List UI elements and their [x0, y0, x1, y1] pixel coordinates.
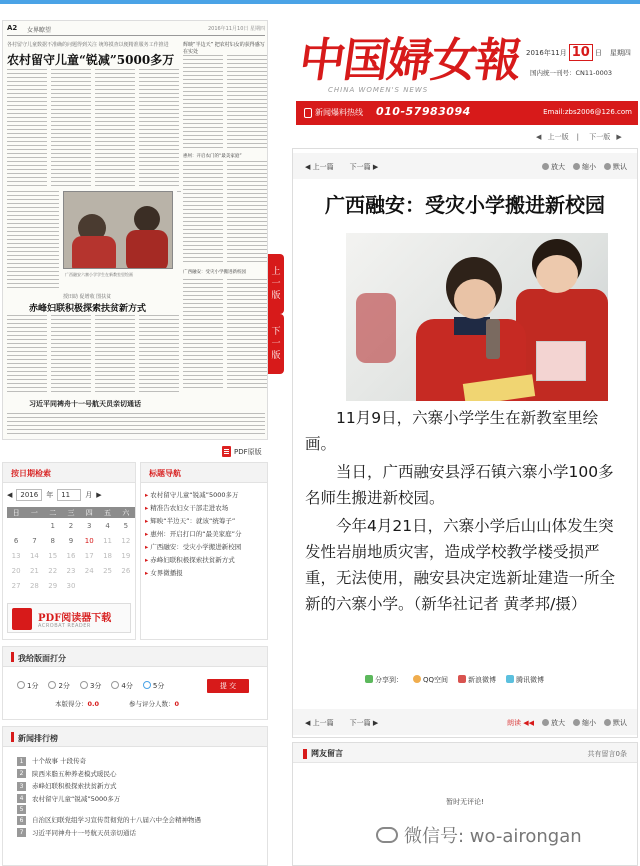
- default-size-label: 默认: [613, 163, 627, 171]
- weekday-header: 三: [62, 507, 80, 518]
- np-text-column: [183, 279, 223, 389]
- np-right-subhead[interactable]: 广西融安：受灾小学搬进新校园: [183, 270, 246, 275]
- np-text-column: [95, 315, 135, 393]
- zoom-out-label: 缩小: [582, 719, 596, 727]
- calendar-day: [25, 518, 43, 533]
- prev-page-tab[interactable]: [268, 254, 284, 314]
- news-rank-item[interactable]: [17, 805, 267, 814]
- calendar-day: [80, 578, 98, 593]
- title-nav-item[interactable]: ▸ 精准告农妇女干部走进农场: [145, 504, 229, 512]
- rank-number: 5: [17, 805, 26, 814]
- share-weibo-button[interactable]: [458, 675, 496, 685]
- hotline-bar: [296, 101, 638, 125]
- date-search-header: [3, 463, 135, 483]
- no-comment-text: 暂时无评论!: [446, 798, 484, 806]
- rating-title: 我给版面打分: [18, 654, 66, 663]
- read-aloud-label: 朗读: [507, 719, 521, 727]
- np-text-column: [7, 191, 59, 291]
- rating-option-3[interactable]: [80, 681, 101, 691]
- prev-page-label: 上一版: [547, 133, 569, 141]
- news-rank-widget: [2, 726, 268, 866]
- article-paragraph: 11月9日，六寨小学学生在新教室里绘画。: [305, 409, 599, 453]
- radio-icon: [111, 681, 119, 689]
- np-text-column: [51, 315, 91, 393]
- title-nav-title: 标题导航: [149, 469, 181, 478]
- pdf-reader-subtitle: ACROBAT READER: [38, 623, 91, 629]
- rating-score-row: [55, 699, 179, 708]
- np-text-column: [51, 69, 91, 187]
- np-text-column: [227, 55, 267, 149]
- title-nav-item[interactable]: ▸ 农村留守儿童“锐减”5000多万: [145, 491, 239, 499]
- calendar-day: 29: [48, 581, 58, 590]
- calendar-day: 15: [48, 551, 58, 560]
- default-size-icon: [604, 719, 611, 726]
- next-page-tab[interactable]: [268, 314, 284, 374]
- calendar-day: 28: [29, 581, 39, 590]
- weekday: 星期四: [609, 48, 631, 57]
- np-sub-kicker: 授田助 促增收 图扶贫: [63, 294, 112, 300]
- calendar-day: 16: [66, 551, 76, 560]
- calendar-day[interactable]: 9: [68, 536, 74, 545]
- calendar-day: 17: [84, 551, 94, 560]
- prev-article-label: 上一篇: [312, 163, 334, 171]
- calendar-day[interactable]: 4: [105, 521, 110, 530]
- news-rank-title: 新闻排行榜: [18, 734, 58, 743]
- zoom-out-icon: [573, 719, 580, 726]
- rating-option-label: 5分: [152, 682, 165, 690]
- radio-icon: [48, 681, 56, 689]
- watermark-text: 微信号: wo-airongan: [404, 826, 582, 847]
- prev-page-tab-char: 一: [271, 279, 281, 289]
- title-bar-icon: [11, 652, 14, 662]
- newspaper-page-image[interactable]: [2, 20, 268, 440]
- np-text-column: [183, 161, 223, 265]
- default-size-icon: [604, 163, 611, 170]
- page-score-label: 本版得分：: [55, 700, 88, 708]
- calendar-day: 14: [29, 551, 39, 560]
- np-section-name: 女界瞭望: [27, 27, 52, 34]
- calendar-day: 19: [121, 551, 131, 560]
- weekday-header: 六: [117, 507, 135, 518]
- share-qq-label: QQ空间: [423, 676, 449, 684]
- rating-option-2[interactable]: [48, 681, 69, 691]
- page-score: [55, 699, 99, 708]
- article-panel: [292, 148, 638, 738]
- news-rank-item[interactable]: [17, 793, 267, 806]
- tencent-weibo-icon: [506, 675, 514, 683]
- calendar-day: 23: [66, 566, 76, 575]
- rating-count-value: 0: [174, 700, 180, 708]
- np-right-headline[interactable]: 辉映“半边天” 把农村妇女的获得感写在实处: [183, 42, 265, 55]
- np-text-column: [227, 161, 267, 265]
- calendar-day[interactable]: 1: [50, 521, 55, 530]
- prev-page-tab-char: 版: [271, 291, 281, 301]
- month-unit: 月: [85, 491, 93, 499]
- default-size-button[interactable]: [604, 162, 627, 172]
- title-nav-item-label: 赤峰妇联积极探索扶贫新方式: [150, 556, 235, 564]
- title-nav-item-label: 农村留守儿童“锐减”5000多万: [150, 491, 239, 499]
- title-nav-item[interactable]: ▸ 赤峰妇联积极探索扶贫新方式: [145, 556, 235, 564]
- rating-option-1[interactable]: [17, 681, 38, 691]
- calendar-day: 11: [103, 536, 112, 545]
- pdf-reader-title: PDF阅读器下载: [38, 613, 112, 624]
- title-nav-header: [141, 463, 267, 483]
- read-aloud-button[interactable]: 朗读 ◀◀: [507, 719, 534, 727]
- rating-option-5[interactable]: [143, 681, 164, 691]
- next-page-link[interactable]: 下一版 ▶: [589, 133, 622, 141]
- comments-title-text: 网友留言: [311, 749, 343, 758]
- np-header: [7, 24, 265, 36]
- share-weibo-label: 新浪微博: [468, 676, 497, 684]
- next-article-label: 下一篇: [349, 719, 371, 727]
- calendar-day: 24: [84, 566, 94, 575]
- zoom-in-button[interactable]: [542, 162, 565, 172]
- np-text-column: [183, 55, 223, 149]
- calendar-grid: [7, 507, 135, 593]
- calendar-day[interactable]: 6: [13, 536, 19, 545]
- hotline-number: 010-57983094: [376, 105, 471, 118]
- rank-number: 2: [17, 769, 26, 778]
- next-page-label: 下一版: [589, 133, 611, 141]
- year-select[interactable]: 2016: [16, 489, 42, 501]
- comments-count: 共有留言0条: [587, 750, 627, 758]
- np-right-subhead[interactable]: 惠州：开启农门的“最美家庭”: [183, 154, 242, 159]
- default-size-button[interactable]: [604, 718, 627, 728]
- date-prefix: 2016年11月: [526, 48, 567, 57]
- calendar-day: 21: [29, 566, 39, 575]
- title-nav-item-label: 广西融安：受灾小学搬进新校园: [150, 543, 242, 551]
- news-rank-item-label: 农村留守儿童“锐减”5000多万: [32, 794, 121, 803]
- title-nav-item-label: 女界微播报: [150, 569, 183, 577]
- rating-options: [17, 681, 164, 691]
- title-nav-item[interactable]: ▸ 惠州：开启打口的“最美家庭”分: [145, 530, 242, 538]
- date-search-title: 按日期检索: [11, 469, 51, 478]
- np-text-column: [139, 69, 179, 187]
- calendar-day: 22: [48, 566, 58, 575]
- calendar-day: 26: [121, 566, 131, 575]
- title-bar-icon: [303, 749, 307, 759]
- next-page-tab-char: 下: [271, 327, 281, 337]
- share-label-text: 分享到：: [375, 676, 403, 684]
- news-rank-item-label: 赤峰妇联积极探索扶贫新方式: [32, 782, 117, 790]
- rank-number: 4: [17, 794, 26, 803]
- np-photo[interactable]: [63, 191, 173, 269]
- np-kicker: 各村留守儿童数据不准确的问题得到关注 统筹摸查以便精准服务工作推进: [7, 42, 169, 48]
- np-sub-headline[interactable]: 赤峰妇联积极探索扶贫新方式: [29, 304, 147, 314]
- calendar-day[interactable]: 2: [68, 521, 74, 530]
- prev-page-tab-char: 上: [271, 267, 281, 277]
- weekday-header: 四: [80, 507, 98, 518]
- rating-option-label: 2分: [58, 682, 70, 690]
- title-nav-item[interactable]: ▸ 广西融安：受灾小学搬进新校园: [145, 543, 242, 551]
- issue-date: [526, 44, 631, 61]
- article-title: 广西融安：受灾小学搬进新校园: [325, 193, 605, 217]
- zoom-out-button[interactable]: [573, 162, 596, 172]
- news-rank-item-label: 自治区妇联党组学习宣传贯彻党的十八届六中全会精神物遇: [32, 816, 201, 824]
- pdf-original-label: PDF原版: [234, 447, 262, 456]
- np-text-column: [7, 413, 265, 437]
- calendar-day: 27: [11, 581, 21, 590]
- share-label: [365, 675, 403, 685]
- zoom-out-label: 缩小: [582, 163, 596, 171]
- weekday-header: 一: [25, 507, 43, 518]
- radio-icon: [80, 681, 88, 689]
- zoom-in-icon: [542, 719, 549, 726]
- page-nav-top: ◀ 上一版 | 下一版 ▶: [536, 133, 622, 141]
- news-rank-item-label: 陕西米脂五种养老模式暖民心: [32, 769, 117, 778]
- prev-article-link[interactable]: ◀ 上一篇: [305, 719, 334, 727]
- next-month-button[interactable]: ▶: [96, 491, 102, 499]
- rating-option-label: 1分: [27, 682, 39, 690]
- zoom-out-button[interactable]: [573, 718, 596, 728]
- prev-year-button[interactable]: ◀: [7, 491, 13, 499]
- date-day-box: 10: [569, 44, 593, 61]
- masthead-english-name: CHINA WOMEN'S NEWS: [328, 86, 429, 94]
- np-headline[interactable]: 农村留守儿童“锐减”5000多万: [7, 53, 175, 67]
- calendar-day: 13: [11, 551, 21, 560]
- article-toolbar-bottom: [293, 709, 637, 735]
- prev-article-link[interactable]: ◀ 上一篇: [305, 163, 334, 171]
- weibo-icon: [458, 675, 466, 683]
- title-bar-icon: [11, 732, 14, 742]
- title-nav-widget: [140, 462, 268, 640]
- next-page-tab-char: 版: [271, 351, 281, 361]
- news-rank-item[interactable]: [17, 814, 267, 827]
- calendar-day[interactable]: 3: [87, 521, 92, 530]
- comments-title: [303, 748, 343, 759]
- rank-number: 7: [17, 828, 26, 837]
- title-nav-list: [145, 489, 265, 580]
- news-rank-list: [17, 755, 267, 839]
- calendar-day[interactable]: 5: [123, 521, 129, 530]
- default-size-label: 默认: [613, 719, 627, 727]
- zoom-out-icon: [573, 163, 580, 170]
- news-rank-item[interactable]: [17, 827, 267, 840]
- rating-count-label: 参与评分人数：: [129, 700, 175, 708]
- weekday-header: 五: [98, 507, 116, 518]
- share-icon: [365, 675, 373, 683]
- np-text-column: [7, 69, 47, 187]
- comments-header: [293, 743, 637, 763]
- article-toolbar-top: [293, 153, 637, 179]
- article-paragraph: 今年4月21日，六寨小学后山山体发生突发性岩崩地质灾害，造成学校教学楼受损严重，无法使用，融安县决定选新址建造一所全新的六寨小学。（新华社记者 黄孝邦/摄）: [305, 517, 616, 613]
- pdf-reader-download[interactable]: [7, 603, 131, 633]
- page-rating-widget: [2, 646, 268, 720]
- news-rank-item[interactable]: [17, 755, 267, 768]
- date-suffix: 日: [594, 48, 602, 57]
- zoom-in-label: 放大: [551, 719, 565, 727]
- month-select[interactable]: 11: [57, 489, 81, 501]
- np-text-column: [95, 69, 135, 187]
- page-score-value: 0.0: [87, 700, 100, 708]
- news-rank-item-label: 习近平同神舟十一号航天员亲切通话: [32, 828, 136, 837]
- np-edition-date: 2016年11月10日 星期四: [207, 26, 265, 32]
- calendar-day: [117, 578, 135, 593]
- pdf-original-link[interactable]: [222, 446, 262, 457]
- contact-email[interactable]: Email:zbs2006@126.com: [543, 108, 632, 116]
- rating-submit-button[interactable]: 提 交: [207, 679, 249, 693]
- title-nav-item-label: 辉映“半边天”：就该“统筹子”: [150, 517, 236, 525]
- rank-number: 6: [17, 816, 26, 825]
- pdf-icon: [222, 446, 231, 457]
- share-tencent-label: 腾讯微博: [516, 676, 545, 684]
- title-nav-item[interactable]: ▸ 女界微播报: [145, 569, 183, 577]
- phone-icon: [304, 108, 312, 118]
- title-nav-item[interactable]: ▸ 辉映“半边天”：就该“统筹子”: [145, 517, 236, 525]
- title-nav-item-label: 惠州：开启打口的“最美家庭”分: [150, 530, 242, 538]
- qzone-icon: [413, 675, 421, 683]
- calendar-day: 18: [103, 551, 112, 560]
- article-body: [305, 405, 629, 619]
- calendar-day[interactable]: 8: [50, 536, 55, 545]
- rating-option-label: 4分: [121, 682, 133, 690]
- calendar-day-selected[interactable]: 10: [84, 536, 94, 545]
- np-bottom-headline[interactable]: 习近平同裨舟十一号航天员亲切通话: [29, 400, 141, 408]
- np-page-number: A2: [7, 24, 18, 32]
- zoom-in-icon: [542, 163, 549, 170]
- rating-count: [129, 699, 179, 708]
- radio-icon: [143, 681, 151, 689]
- acrobat-icon: [12, 608, 32, 630]
- year-unit: 年: [46, 491, 54, 499]
- calendar-day[interactable]: 7: [32, 536, 37, 545]
- date-search-widget: [2, 462, 136, 640]
- prev-article-label: 上一篇: [312, 719, 334, 727]
- hotline-label-group: [304, 107, 363, 118]
- share-qq-button[interactable]: [413, 675, 448, 685]
- news-rank-item[interactable]: [17, 768, 267, 781]
- prev-page-link[interactable]: ◀ 上一版: [536, 133, 569, 141]
- article-paragraph: 当日，广西融安县浮石镇六寨小学100多名师生搬进新校园。: [305, 463, 614, 507]
- rating-header: [3, 647, 267, 667]
- next-article-label: 下一篇: [349, 163, 371, 171]
- wechat-watermark: [376, 822, 582, 848]
- calendar-select-row: [7, 489, 102, 501]
- top-accent-line: [0, 0, 640, 4]
- news-rank-item[interactable]: [17, 780, 267, 793]
- np-text-column: [139, 315, 179, 393]
- wechat-icon: [376, 827, 398, 843]
- issn-number: 国内统一刊号：CN11-0003: [530, 69, 613, 77]
- calendar-day: 20: [11, 566, 21, 575]
- masthead-logo[interactable]: 中国婦女報: [295, 33, 524, 87]
- next-article-link[interactable]: 下一篇 ▶: [349, 719, 379, 727]
- weekday-header: 二: [44, 507, 62, 518]
- share-row: [365, 675, 544, 685]
- calendar-day: [7, 518, 25, 533]
- next-article-link[interactable]: 下一篇 ▶: [349, 163, 379, 171]
- news-rank-item-label: 十个故事 十段传奇: [32, 757, 87, 765]
- radio-icon: [17, 681, 25, 689]
- calendar-day: 12: [121, 536, 131, 545]
- weekday-header: 日: [7, 507, 25, 518]
- calendar-day: 25: [103, 566, 112, 575]
- calendar-day: [98, 578, 116, 593]
- rank-number: 1: [17, 757, 26, 766]
- next-page-tab-char: 一: [271, 339, 281, 349]
- np-text-column: [7, 315, 47, 393]
- rank-number: 3: [17, 782, 26, 791]
- title-nav-item-label: 精准告农妇女干部走进农场: [150, 504, 229, 512]
- zoom-in-button[interactable]: [542, 718, 565, 728]
- share-tencent-button[interactable]: [506, 675, 544, 685]
- np-photo-caption: 广西融安六寨小学学生在新教室里绘画: [65, 272, 133, 277]
- rating-option-label: 3分: [89, 682, 102, 690]
- news-rank-header: [3, 727, 267, 747]
- article-photo: [346, 233, 608, 401]
- zoom-in-label: 放大: [551, 163, 565, 171]
- np-text-column: [227, 279, 267, 389]
- np-text-column: [177, 191, 181, 193]
- hotline-label: 新闻爆料热线: [315, 108, 363, 117]
- calendar-day: 30: [66, 581, 76, 590]
- rating-option-4[interactable]: [111, 681, 132, 691]
